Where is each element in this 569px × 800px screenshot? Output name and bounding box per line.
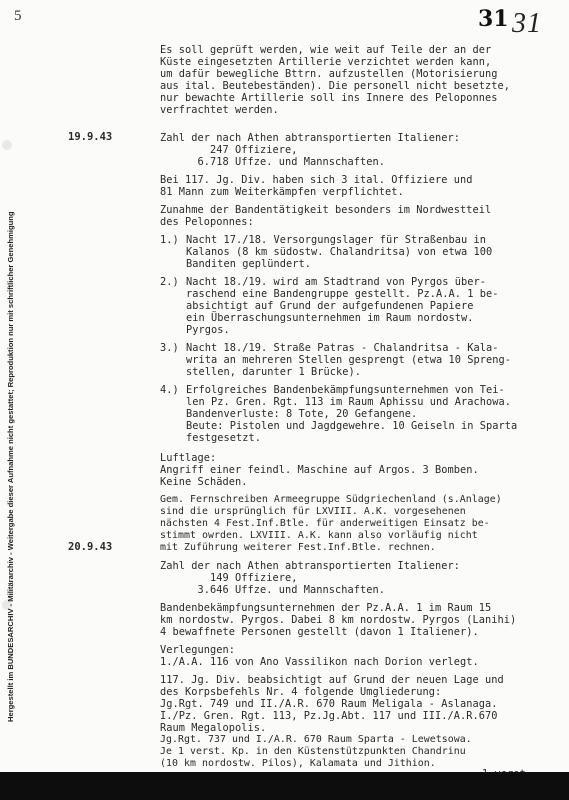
text-line: stellen, darunter 1 Brücke). <box>186 366 361 378</box>
text-line: (10 km nordostw. Pilos), Kalamata und Jithion. <box>160 758 436 769</box>
text-line: des Peloponnes: <box>160 216 254 228</box>
text-line: ein Überraschungsunternehmen im Raum nordostw. <box>186 312 474 324</box>
text-line: nur bewachte Artillerie soll ins Innere des Peloponnes <box>160 92 498 104</box>
text-line: raschend eine Bandengruppe gestellt. Pz.A.A. 1 be- <box>186 288 499 300</box>
text-line: Jg.Rgt. 737 und I./A.R. 670 Raum Sparta - Lewetsowa. <box>160 734 472 745</box>
text-line: absichtigt auf Grund der aufgefundenen Papiere <box>186 300 474 312</box>
text-line: verfrachtet werden. <box>160 104 279 116</box>
text-line: 117. Jg. Div. beabsichtigt auf Grund der neuen Lage und <box>160 674 504 686</box>
text-line: Bandenbekämpfungsunternehmen der Pz.A.A. 1 im Raum 15 <box>160 602 492 614</box>
text-line: 247 Offiziere, <box>160 144 298 156</box>
binder-hole <box>2 140 12 150</box>
text-line: Zahl der nach Athen abtransportierten Italiener: <box>160 560 460 572</box>
section-label: Luftlage: <box>160 452 217 464</box>
item-number: 3.) <box>160 342 185 354</box>
text-line: Keine Schäden. <box>160 476 248 488</box>
text-line: 149 Offiziere, <box>160 572 298 584</box>
archive-stamp: Hergestellt im BUNDESARCHIV - Militärarchiv - Weitergabe dieser Aufnahme nicht gestattet; Reproduktion nur mit schriftlicher Genehmigung <box>6 211 15 722</box>
text-line: Gem. Fernschreiben Armeegruppe Südgriechenland (s.Anlage) <box>160 494 502 505</box>
text-line: writa an mehreren Stellen gesprengt (etwa 10 Spreng- <box>186 354 511 366</box>
text-line: Kalanos (8 km südostw. Chalandritsa) von etwa 100 <box>186 246 493 258</box>
text-line: I./Pz. Gren. Rgt. 113, Pz.Jg.Abt. 117 und III./A.R.670 <box>160 710 498 722</box>
text-line: Erfolgreiches Bandenbekämpfungsunternehmen von Tei- <box>186 384 505 396</box>
scan-border <box>0 772 569 800</box>
text-line: 1./A.A. 116 von Ano Vassilikon nach Dorion verlegt. <box>160 656 479 668</box>
text-line: stimmt owrden. LXVIII. A.K. kann also vorläufig nicht <box>160 530 478 541</box>
text-line: Pyrgos. <box>186 324 230 336</box>
text-line: Nacht 18./19. Straße Patras - Chalandritsa - Kala- <box>186 342 499 354</box>
item-number: 4.) <box>160 384 185 396</box>
top-mark: 5 <box>14 8 22 24</box>
text-line: festgesetzt. <box>186 432 261 444</box>
text-line: Beute: Pistolen und Jagdgewehre. 10 Geiseln in Sparta <box>186 420 518 432</box>
item-number: 2.) <box>160 276 185 288</box>
text-line: Angriff einer feindl. Maschine auf Argos. 3 Bomben. <box>160 464 479 476</box>
text-line: 4 bewaffnete Personen gestellt (davon 1 Italiener). <box>160 626 479 638</box>
text-line: mit Zuführung weiterer Fest.Inf.Btle. rechnen. <box>160 542 436 553</box>
text-line: Zunahme der Bandentätigkeit besonders im Nordwestteil <box>160 204 492 216</box>
text-line: sind die ursprünglich für LXVIII. A.K. vorgesehenen <box>160 506 466 517</box>
text-line: Nacht 18./19. wird am Stadtrand von Pyrgos über- <box>186 276 486 288</box>
text-line: Jg.Rgt. 749 und II./A.R. 670 Raum Meligala - Aslanaga. <box>160 698 498 710</box>
text-line: km nordostw. Pyrgos. Dabei 8 km nordostw. Pyrgos (Lanihi) <box>160 614 517 626</box>
text-line: Raum Megalopolis. <box>160 722 267 734</box>
entry-date: 20.9.43 <box>68 541 113 553</box>
text-line: des Korpsbefehls Nr. 4 folgende Umgliederung: <box>160 686 442 698</box>
text-line: Küste eingesetzten Artillerie verzichtet werden kann, <box>160 56 492 68</box>
text-line: Bandenverluste: 8 Tote, 20 Gefangene. <box>186 408 418 420</box>
text-line: Es soll geprüft werden, wie weit auf Teile der an der <box>160 44 492 56</box>
text-line: um dafür bewegliche Bttrn. aufzustellen (Motorisierung <box>160 68 498 80</box>
text-line: Bei 117. Jg. Div. haben sich 3 ital. Offiziere und <box>160 174 473 186</box>
text-line: Banditen geplündert. <box>186 258 311 270</box>
text-line: Zahl der nach Athen abtransportierten Italiener: <box>160 132 460 144</box>
text-line: 6.718 Uffze. und Mannschaften. <box>160 156 385 168</box>
text-line: aus ital. Beutebeständen). Die personell nicht besetzte, <box>160 80 510 92</box>
page-number-typed: 31 <box>478 6 509 32</box>
item-number: 1.) <box>160 234 185 246</box>
text-line: Je 1 verst. Kp. in den Küstenstützpunkten Chandrinu <box>160 746 466 757</box>
text-line: nächsten 4 Fest.Inf.Btle. für anderweitigen Einsatz be- <box>160 518 490 529</box>
text-line: 3.646 Uffze. und Mannschaften. <box>160 584 385 596</box>
page-number-handwritten: 31 <box>512 8 542 39</box>
section-label: Verlegungen: <box>160 644 235 656</box>
text-line: len Pz. Gren. Rgt. 113 im Raum Aphissu und Arachowa. <box>186 396 511 408</box>
entry-date: 19.9.43 <box>68 131 113 143</box>
text-line: 81 Mann zum Weiterkämpfen verpflichtet. <box>160 186 404 198</box>
text-line: Nacht 17./18. Versorgungslager für Straßenbau in <box>186 234 486 246</box>
